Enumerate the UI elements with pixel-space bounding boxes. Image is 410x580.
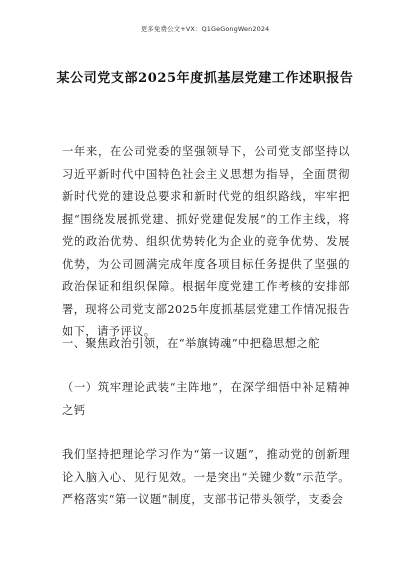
header-note: 更多免费公文+VX：Q1GeGongWen2024 (140, 25, 270, 33)
body-paragraph: 我们坚持把理论学习作为“第一议题”，推动党的创新理论入脑入心、见行见效。一是突出“关键少数”示范学。严格落实“第一议题”制度，支部书记带头领学，支委会 (62, 448, 350, 506)
section-heading: 一、聚焦政治引领，在“举旗铸魂”中把稳思想之舵 (62, 337, 320, 350)
document-title: 某公司党支部2025年度抓基层党建工作述职报告 (56, 71, 354, 86)
subsection-heading: （一）筑牢理论武装“主阵地”，在深学细悟中补足精神之钙 (62, 381, 350, 417)
intro-paragraph: 一年来，在公司党委的坚强领导下，公司党支部坚持以习近平新时代中国特色社会主义思想为指导，全面贯彻新时代党的建设总要求和新时代党的组织路线，牢牢把握“围绕发展抓党建、抓好党建促发展”的工作主线，将党的政治优势、组织优势转化为企业的竞争优势、发展优势，为公司圆满完成年度各项目标任务提供了坚强的政治保证和组织保障。根据年度党建工作考核的安排部署，现将公司党支部2025年度抓基层党建工作情况报告如下，请予评议。 (62, 145, 350, 338)
